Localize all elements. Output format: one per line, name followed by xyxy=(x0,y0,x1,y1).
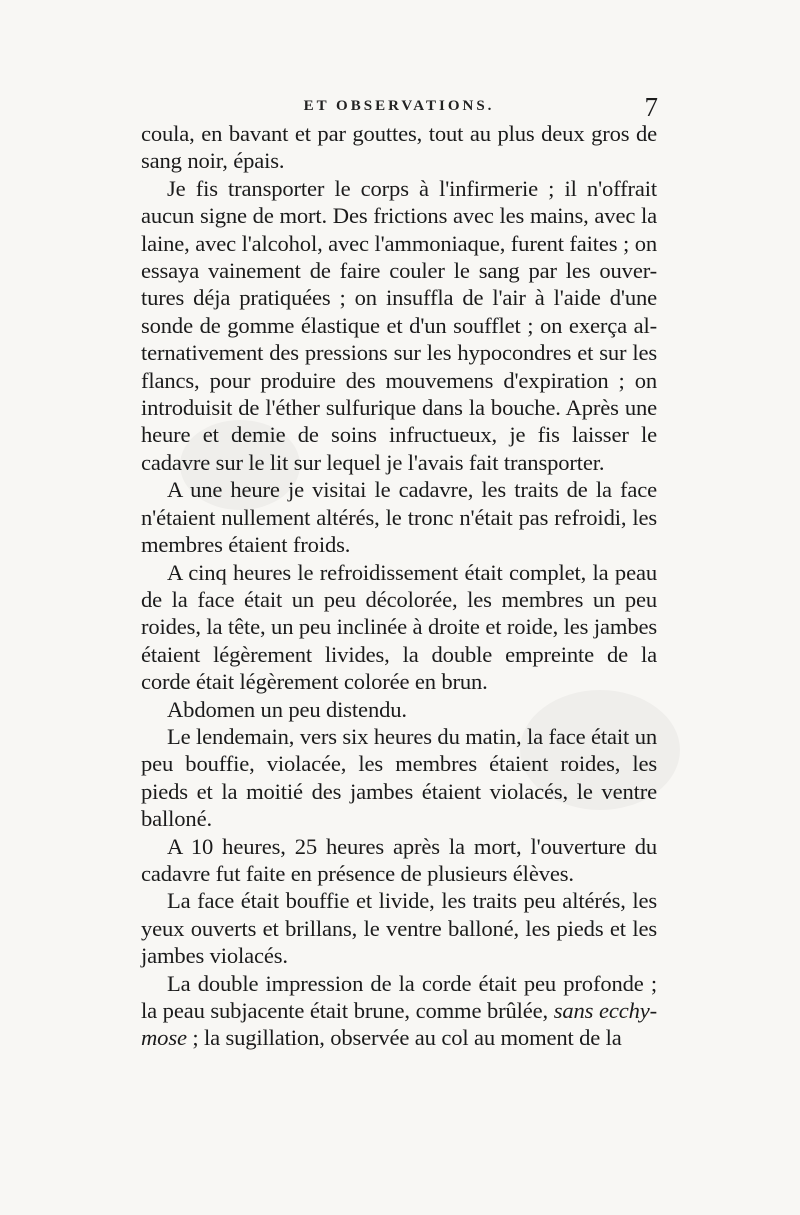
paragraph: A cinq heures le refroidissement était complet, la peau de la face était un peu décolorée, les membres un peu roides, la tête, un peu inclinée à droite et roide, les jambes étaient légèrement livides, la double empreinte de la corde était légèrement colorée en brun. xyxy=(141,559,657,695)
paragraph-last xyxy=(141,970,657,1052)
running-title: ET OBSERVATIONS. xyxy=(303,98,495,114)
paragraph: A 10 heures, 25 heures après la mort, l'ouverture du cadavre fut faite en présence de plusieurs élèves. xyxy=(141,833,657,886)
paragraph: La face était bouffie et livide, les traits peu altérés, les yeux ouverts et brillans, le ventre balloné, les pieds et les jambes violacés. xyxy=(141,888,657,969)
body-text xyxy=(141,120,657,1052)
paragraph: Abdomen un peu distendu. xyxy=(167,696,407,722)
paragraph: Le lendemain, vers six heures du matin, la face était un peu bouffie, violacée, les membres étaient roides, les pieds et la moitié des jambes étaient violacés, le ventre balloné. xyxy=(141,723,657,832)
paragraph: Je fis transporter le corps à l'infirmerie ; il n'offrait aucun signe de mort. Des frictions avec les mains, avec la laine, avec l'alcohol, avec l'ammoniaque, furent faites ; on essaya vainement de faire couler le sang par les ouver-tures déja pratiquées ; on insuffla de l'air à l'aide d'une sonde de gomme élastique et d'un soufflet ; on exerça al-ternativement des pressions sur les hypocondres et sur les flancs, pour produire des mouvemens d'expiration ; on introduisit de l'éther sulfurique dans la bouche. Après une heure et demie de soins infructueux, je fis laisser le cadavre sur le lit sur lequel je l'avais fait transporter. xyxy=(141,175,657,475)
page-number: 7 xyxy=(644,92,658,122)
italic-phrase: sans ecchy-mose xyxy=(141,998,657,1051)
paragraph-continued: coula, en bavant et par gouttes, tout au plus deux gros de sang noir, épais. xyxy=(141,121,657,174)
paragraph: A une heure je visitai le cadavre, les traits de la face n'étaient nullement altérés, le tronc n'était pas refroidi, les membres étaient froids. xyxy=(141,477,657,558)
paragraph-last-tail: ; la sugillation, observée au col au moment de la xyxy=(186,1025,622,1051)
paragraph-last-text: La double impression de la corde était peu profonde ; la peau subjacente était brune, comme brûlée, xyxy=(141,970,657,1023)
